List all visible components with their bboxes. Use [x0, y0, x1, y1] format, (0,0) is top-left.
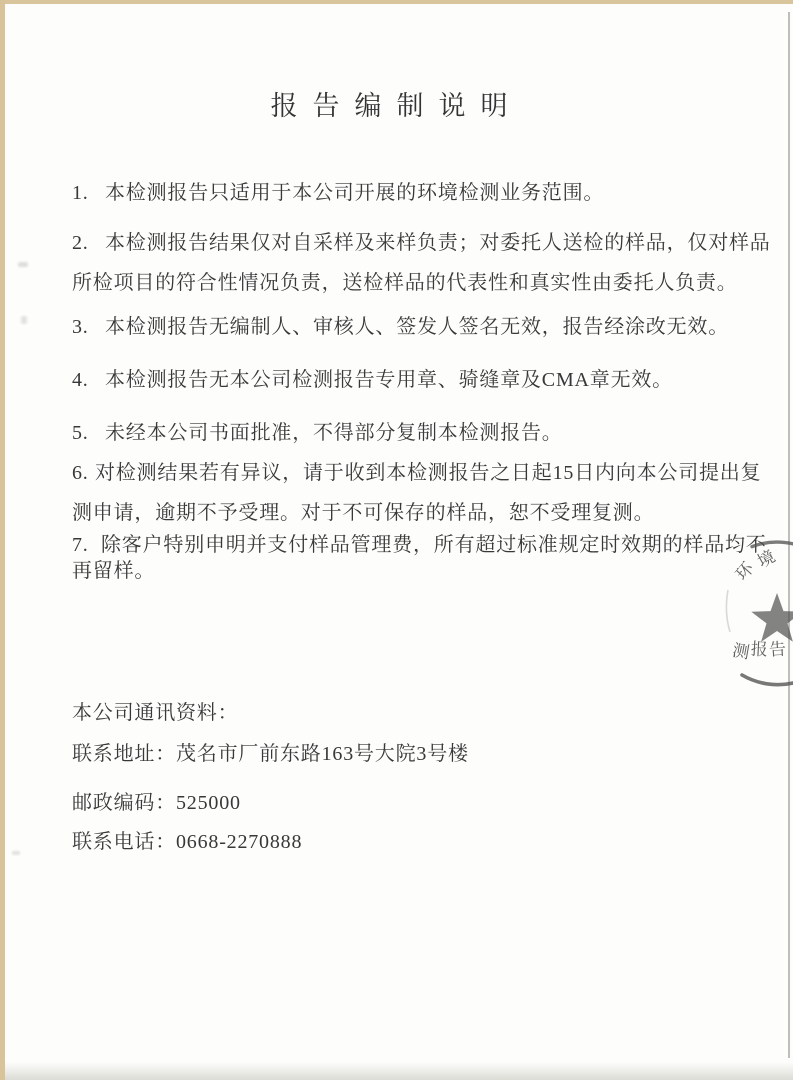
- contact-postal-value: 525000: [176, 792, 241, 814]
- note-item-6: [72, 456, 761, 485]
- company-seal-stamp: [683, 520, 793, 720]
- contact-phone-row: [72, 825, 302, 854]
- contact-address-label: 联系地址：: [72, 743, 176, 765]
- note-item-5: [72, 416, 563, 445]
- note-number: 2.: [72, 232, 89, 254]
- note-text: 未经本公司书面批准，不得部分复制本检测报告。: [105, 422, 563, 444]
- contact-header: 本公司通讯资料：: [72, 702, 239, 724]
- page-title: 报告编制说明: [270, 91, 523, 121]
- note-text: 所检项目的符合性情况负责，送检样品的代表性和真实性由委托人负责。: [72, 272, 738, 294]
- seal-char: 测: [730, 640, 751, 663]
- seal-bottom-arc: [742, 675, 793, 685]
- note-text: 本检测报告无编制人、审核人、签发人签名无效，报告经涂改无效。: [105, 316, 729, 338]
- note-text: 本检测报告结果仅对自采样及来样负责；对委托人送检的样品，仅对样品: [105, 232, 771, 254]
- contact-address-value: 茂名市厂前东路163号大院3号楼: [176, 743, 469, 765]
- contact-phone-label: 联系电话：: [72, 831, 176, 853]
- seal-top-arc: [752, 542, 793, 547]
- scan-border-top: [0, 0, 793, 4]
- note-text: 本检测报告只适用于本公司开展的环境检测业务范围。: [105, 182, 605, 204]
- note-item-7: [72, 528, 767, 557]
- note-item-2-continuation: [72, 266, 738, 295]
- scan-border-left: [0, 0, 5, 1080]
- scan-speck: [21, 316, 27, 324]
- seal-faded-arc: [726, 590, 730, 632]
- note-item-1: [72, 176, 604, 205]
- note-number: 6.: [72, 462, 89, 484]
- note-number: 3.: [72, 316, 89, 338]
- page-bottom-shadow: [5, 1062, 793, 1080]
- note-item-7-continuation: [72, 554, 155, 583]
- note-number: 7.: [72, 534, 89, 556]
- seal-char: 告: [768, 639, 787, 660]
- note-item-6-continuation: [72, 496, 654, 525]
- note-item-4: [72, 363, 673, 392]
- note-text: 本检测报告无本公司检测报告专用章、骑缝章及CMA章无效。: [105, 369, 673, 391]
- note-number: 4.: [72, 369, 89, 391]
- contact-phone-value: 0668-2270888: [176, 831, 303, 853]
- contact-postal-label: 邮政编码：: [72, 792, 176, 814]
- note-text: 除客户特别申明并支付样品管理费，所有超过标准规定时效期的样品均不: [101, 534, 767, 556]
- note-item-2: [72, 226, 771, 255]
- note-number: 5.: [72, 422, 89, 444]
- scan-speck: [12, 851, 20, 855]
- seal-char: 环: [732, 558, 758, 584]
- seal-char: 报: [750, 639, 769, 660]
- note-number: 1.: [72, 182, 89, 204]
- note-text: 测申请，逾期不予受理。对于不可保存的样品，恕不受理复测。: [72, 502, 655, 524]
- contact-postal-row: [72, 786, 241, 815]
- contact-address-row: [72, 737, 469, 766]
- seal-star-icon: [751, 593, 793, 642]
- note-text: 对检测结果若有异议，请于收到本检测报告之日起15日内向本公司提出复: [95, 462, 762, 484]
- note-text: 再留样。: [72, 560, 156, 582]
- note-item-3: [72, 310, 729, 339]
- scan-speck: [18, 262, 28, 267]
- seal-char: 境: [754, 546, 779, 572]
